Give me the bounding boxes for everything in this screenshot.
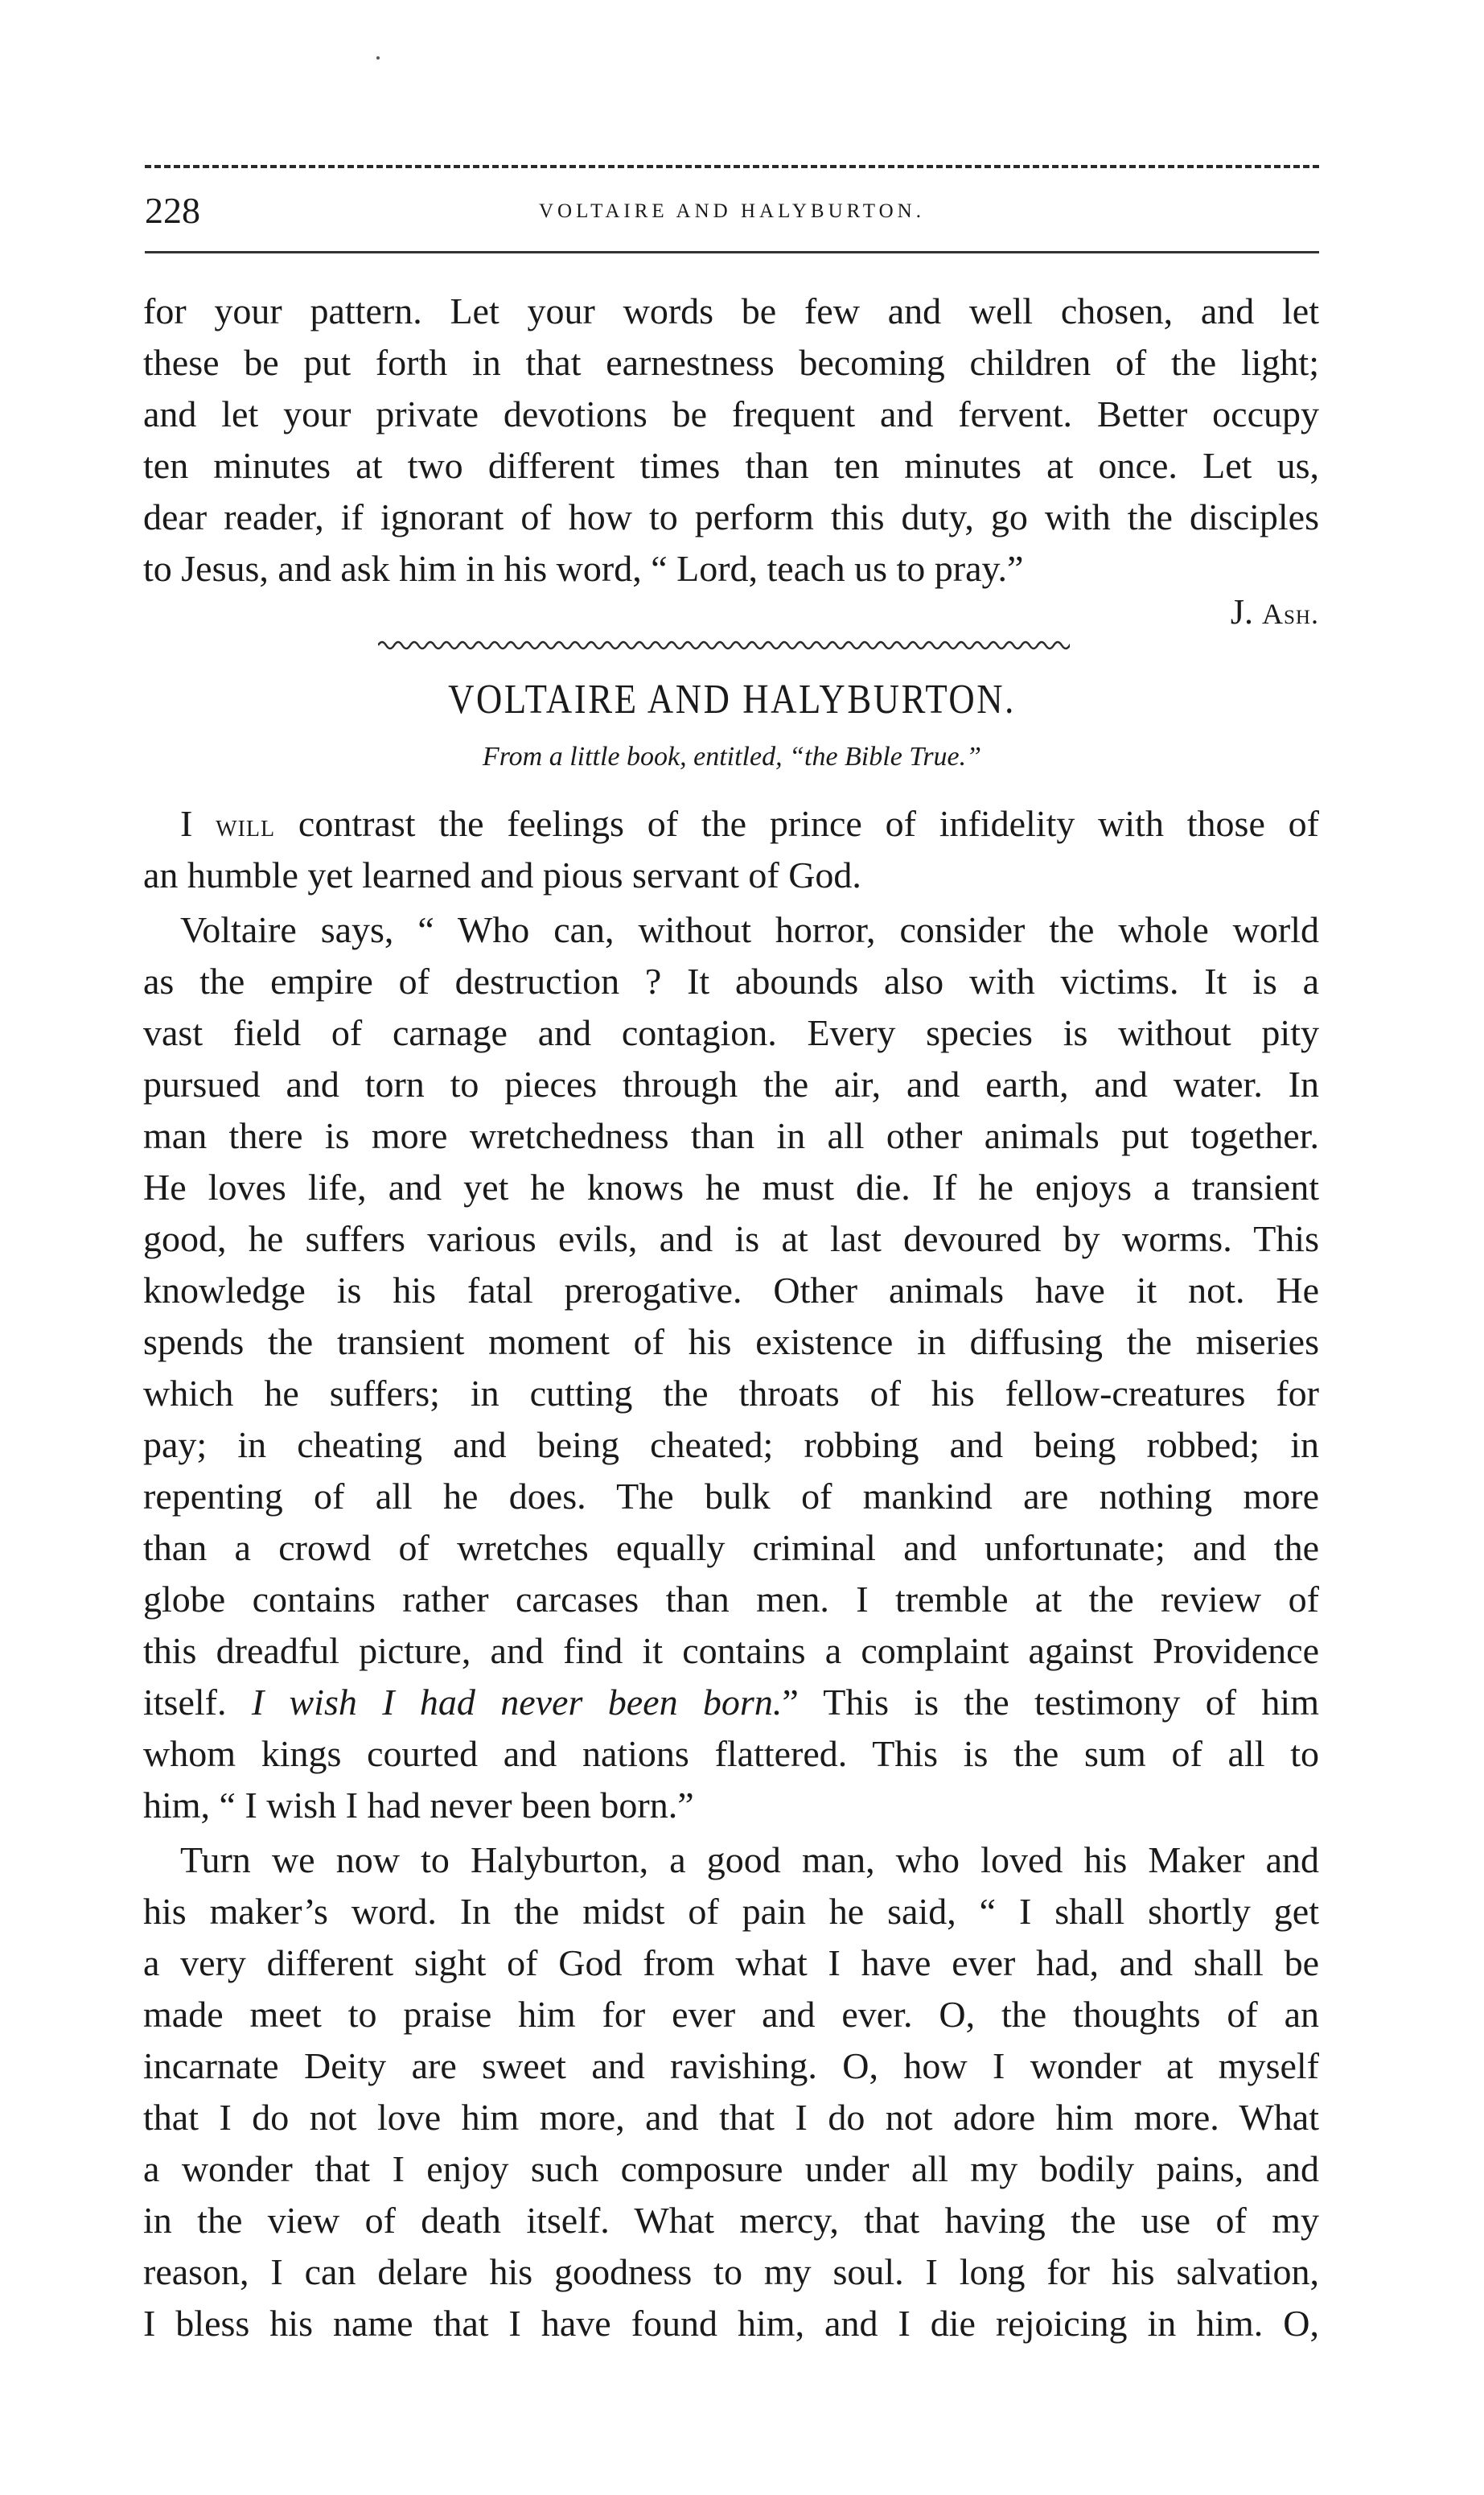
text-line: made meet to praise him for ever and ever. O, the thoughts of an [143, 1994, 1319, 2035]
text-line: reason, I can delare his goodness to my soul. I long for his salvation, [143, 2251, 1319, 2292]
text-line: good, he suffers various evils, and is at last devoured by worms. This [143, 1218, 1319, 1259]
text-line: this dreadful picture, and find it contains a complaint against Providence [143, 1630, 1319, 1671]
text-line: Turn we now to Halyburton, a good man, who loved his Maker and [180, 1839, 1319, 1880]
signature-name: Ash. [1262, 598, 1319, 630]
text-line: pursued and torn to pieces through the air, and earth, and water. In [143, 1064, 1319, 1105]
text-line: an humble yet learned and pious servant of God. [143, 854, 861, 895]
text-run: I [180, 803, 216, 844]
text-run: itself. [143, 1682, 252, 1723]
text-line: a very different sight of God from what I have ever had, and shall be [143, 1942, 1319, 1983]
text-line: and let your private devotions be frequent and fervent. Better occupy [143, 393, 1319, 434]
text-line: than a crowd of wretches equally criminal and unfortunate; and the [143, 1527, 1319, 1568]
text-line: dear reader, if ignorant of how to perform this duty, go with the disciples [143, 496, 1319, 537]
text-line: him, “ I wish I had never been born.” [143, 1785, 694, 1826]
text-line: that I do not love him more, and that I do not adore him more. What [143, 2097, 1319, 2138]
text-line: incarnate Deity are sweet and ravishing. O, how I wonder at myself [143, 2045, 1319, 2086]
text-line: these be put forth in that earnestness becoming children of the light; [143, 342, 1319, 383]
page-number: 228 [145, 190, 200, 231]
text-line: in the view of death itself. What mercy, that having the use of my [143, 2200, 1319, 2241]
running-title: VOLTAIRE AND HALYBURTON. [539, 200, 925, 222]
italic-quote: I wish I had never been born. [251, 1682, 783, 1723]
print-speck [376, 56, 380, 60]
text-line: which he suffers; in cutting the throats of his fellow-creatures for [143, 1373, 1319, 1414]
text-line: whom kings courted and nations flattered. This is the sum of all to [143, 1733, 1319, 1774]
signature [1231, 591, 1319, 632]
text-line [180, 798, 1319, 850]
text-run: ” This is the testimony of him [782, 1682, 1319, 1723]
wavy-divider [378, 636, 1070, 655]
text-line: pay; in cheating and being cheated; robbing and being robbed; in [143, 1424, 1319, 1465]
text-line: knowledge is his fatal prerogative. Other animals have it not. He [143, 1270, 1319, 1311]
text-line: spends the transient moment of his existence in diffusing the miseries [143, 1321, 1319, 1362]
running-head [145, 189, 1319, 237]
text-line: a wonder that I enjoy such composure under all my bodily pains, and [143, 2148, 1319, 2189]
text-line: his maker’s word. In the midst of pain he said, “ I shall shortly get [143, 1891, 1319, 1932]
small-caps-word: will [216, 807, 276, 843]
text-line: Voltaire says, “ Who can, without horror, consider the whole world [180, 909, 1319, 950]
text-line: He loves life, and yet he knows he must die. If he enjoys a transient [143, 1167, 1319, 1208]
text-line [143, 1677, 1319, 1728]
text-line: as the empire of destruction ? It abounds also with victims. It is a [143, 961, 1319, 1002]
header-rule [145, 251, 1319, 253]
article-heading: VOLTAIRE AND HALYBURTON. [448, 677, 1016, 723]
text-run: contrast the feelings of the prince of infidelity with those of [275, 803, 1319, 844]
text-line: ten minutes at two different times than ten minutes at once. Let us, [143, 445, 1319, 486]
article-subheading: From a little book, entitled, “the Bible True.” [482, 742, 982, 772]
text-line: vast field of carnage and contagion. Every species is without pity [143, 1012, 1319, 1053]
signature-initial: J. [1230, 592, 1263, 632]
text-line: man there is more wretchedness than in all other animals put together. [143, 1115, 1319, 1156]
text-line: repenting of all he does. The bulk of mankind are nothing more [143, 1476, 1319, 1517]
text-line: to Jesus, and ask him in his word, “ Lord, teach us to pray.” [143, 548, 1024, 589]
text-line: globe contains rather carcases than men. I tremble at the review of [143, 1579, 1319, 1620]
text-line: I bless his name that I have found him, and I die rejoicing in him. O, [143, 2303, 1319, 2344]
text-line: for your pattern. Let your words be few and well chosen, and let [143, 290, 1319, 331]
top-rule [145, 165, 1319, 168]
